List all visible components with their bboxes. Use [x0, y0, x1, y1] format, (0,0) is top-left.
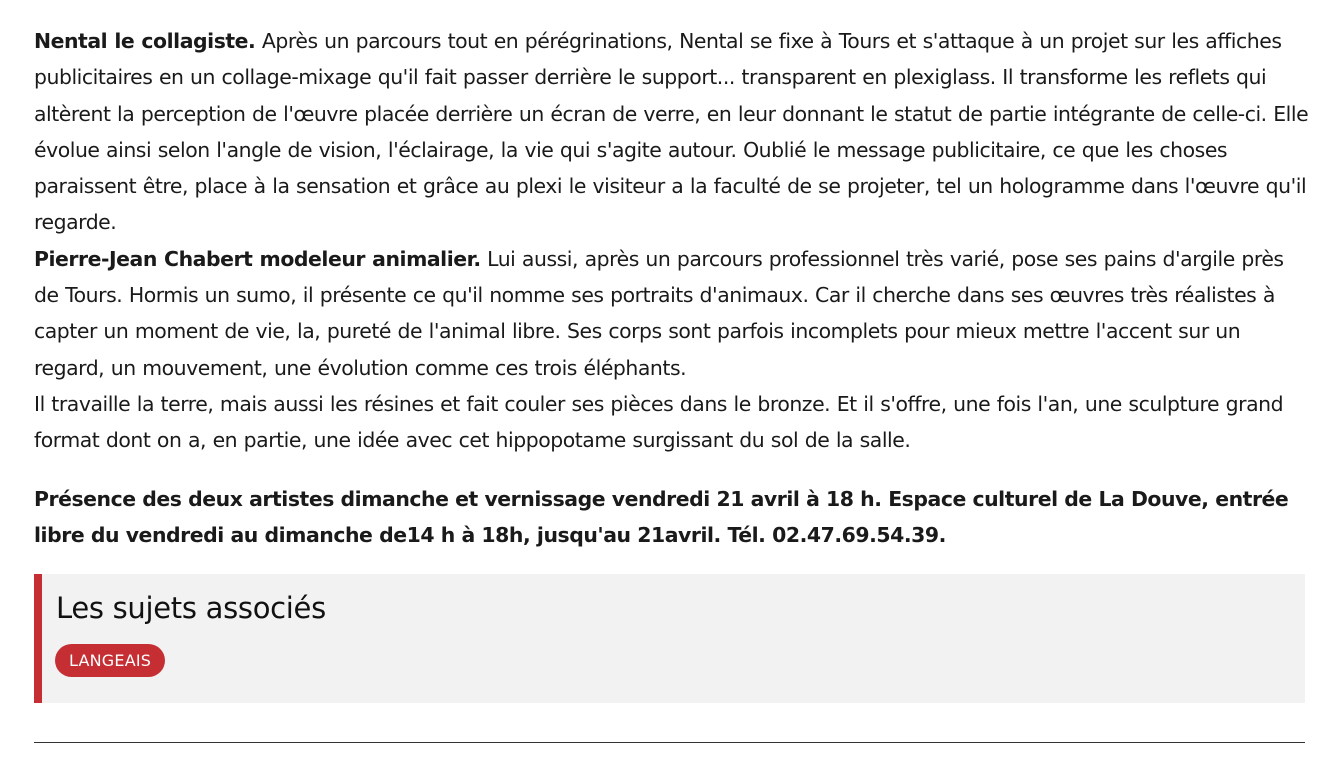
paragraph-nental — [34, 23, 1314, 241]
paragraph-text: Il travaille la terre, mais aussi les résines et fait couler ses pièces dans le bronze. Et il s'offre, une fois l'an, une sculpture grand format dont on a, en partie, une idée avec cet hippopotame surgissant du sol de la salle. — [34, 391, 1284, 453]
event-info: Présence des deux artistes dimanche et vernissage vendredi 21 avril à 18 h. Espace culturel de La Douve, entrée libre du vendredi au dimanche de14 h à 18h, jusqu'au 21avril. Tél. 02.47.69.54.39. — [34, 487, 1289, 548]
paragraph-lead: Nental le collagiste. — [34, 29, 256, 53]
related-topics-panel — [34, 574, 1305, 703]
related-topics-title: Les sujets associés — [56, 591, 326, 625]
paragraph-text: Lui aussi, après un parcours professionnel très varié, pose ses pains d'argile près de Tours. Hormis un sumo, il présente ce qu'il nomme ses portraits d'animaux. Car il cherche dans ses œuvres très réalistes à capter un moment de vie, la, pureté de l'animal libre. Ses corps sont parfois incomplets pour mieux mettre l'accent sur un regard, un mouvement, une évolution comme ces trois éléphants. — [34, 246, 1284, 380]
paragraph-lead: Pierre-Jean Chabert modeleur animalier. — [34, 246, 481, 271]
tag-langeais[interactable]: LANGEAIS — [55, 644, 165, 677]
article-body — [34, 23, 1314, 548]
paragraph-text: Après un parcours tout en pérégrinations, Nental se fixe à Tours et s'attaque à un projet sur les affiches publicitaires en un collage-mixage qu'il fait passer derrière le support... transparent en plexiglass. Il transforme les reflets qui altèrent la perception de l'œuvre placée derrière un écran de verre, en leur donnant le statut de partie intégrante de celle-ci. Elle évolue ainsi selon l'angle de vision, l'éclairage, la vie qui s'agite autour. Oublié le message publicitaire, ce que les choses paraissent être, place à la sensation et grâce au plexi le visiteur a la faculté de se projeter, tel un hologramme dans l'œuvre qu'il regarde. — [34, 29, 1309, 235]
paragraph-chabert — [34, 241, 1314, 386]
paragraph-chabert-continued — [34, 386, 1314, 459]
divider — [34, 742, 1305, 743]
